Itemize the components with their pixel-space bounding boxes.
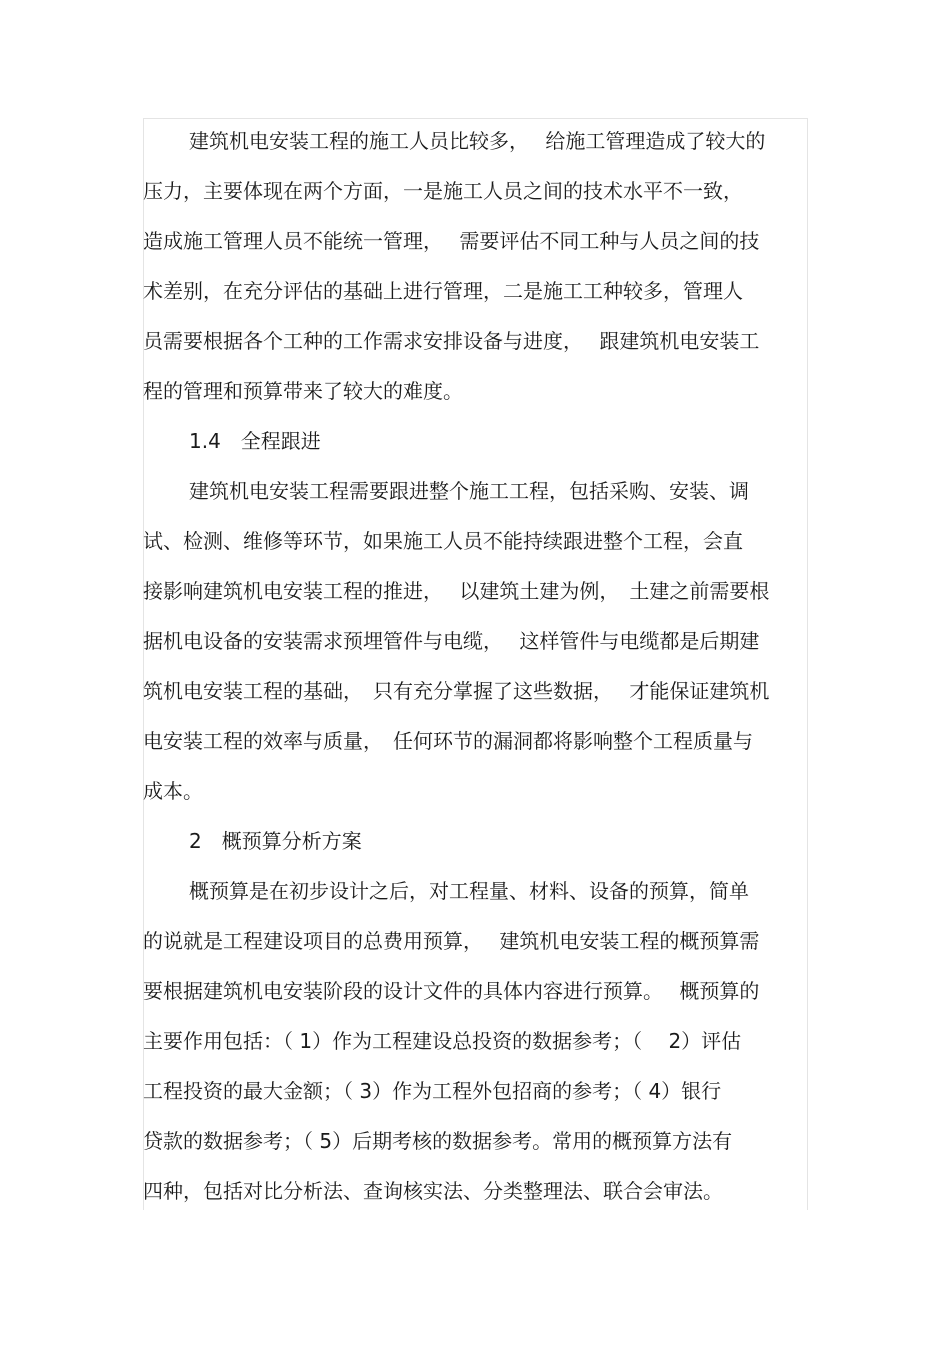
paragraph-line: 试、检测、维修等环节，如果施工人员不能持续跟进整个工程，会直 [143,529,743,553]
paragraph-line: 接影响建筑机电安装工程的推进， 以建筑土建为例， 土建之前需要根 [143,579,770,603]
paragraph-line: 造成施工管理人员不能统一管理， 需要评估不同工种与人员之间的技 [143,229,760,253]
paragraph-line: 筑机电安装工程的基础， 只有充分掌握了这些数据， 才能保证建筑机 [143,679,770,703]
paragraph-line: 建筑机电安装工程的施工人员比较多， 给施工管理造成了较大的 [189,129,766,153]
paragraph-line: 四种，包括对比分析法、查询核实法、分类整理法、联合会审法。 [143,1179,723,1203]
paragraph-line: 贷款的数据参考；（ 5）后期考核的数据参考。常用的概预算方法有 [143,1129,733,1153]
paragraph-line: 工程投资的最大金额；（ 3）作为工程外包招商的参考；（ 4）银行 [143,1079,722,1103]
paragraph-line: 据机电设备的安装需求预埋管件与电缆， 这样管件与电缆都是后期建 [143,629,760,653]
paragraph-line: 主要作用包括：（ 1）作为工程建设总投资的数据参考；（ 2）评估 [143,1029,742,1053]
section-heading: 2 概预算分析方案 [189,829,362,853]
paragraph-line: 建筑机电安装工程需要跟进整个施工工程，包括采购、安装、调 [189,479,749,503]
paragraph-line: 程的管理和预算带来了较大的难度。 [143,379,463,403]
section-heading: 1.4 全程跟进 [189,429,321,453]
page-frame-right-border [807,118,808,1210]
page-frame-top-border [143,118,808,119]
paragraph-line: 概预算是在初步设计之后，对工程量、材料、设备的预算，简单 [189,879,749,903]
paragraph-line: 术差别，在充分评估的基础上进行管理，二是施工工种较多，管理人 [143,279,743,303]
paragraph-line: 的说就是工程建设项目的总费用预算， 建筑机电安装工程的概预算需 [143,929,760,953]
paragraph-line: 成本。 [143,779,203,803]
paragraph-line: 电安装工程的效率与质量， 任何环节的漏洞都将影响整个工程质量与 [143,729,753,753]
paragraph-line: 压力，主要体现在两个方面，一是施工人员之间的技术水平不一致， [143,179,743,203]
paragraph-line: 员需要根据各个工种的工作需求安排设备与进度， 跟建筑机电安装工 [143,329,760,353]
paragraph-line: 要根据建筑机电安装阶段的设计文件的具体内容进行预算。 概预算的 [143,979,760,1003]
